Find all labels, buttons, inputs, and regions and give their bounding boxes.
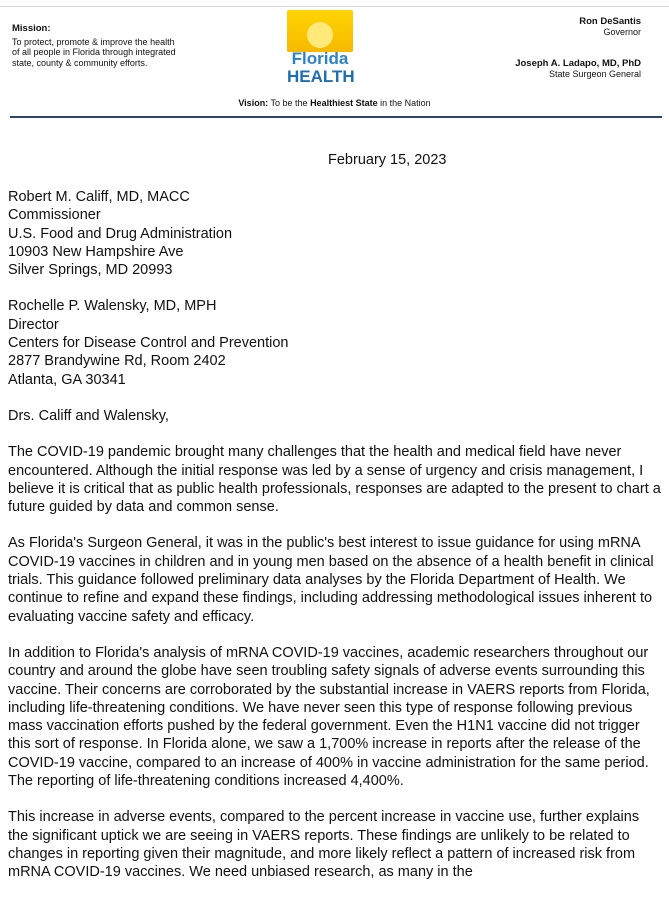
surgeon-general-title: State Surgeon General [548,69,641,79]
header-divider [10,116,662,118]
address-line: Rochelle P. Walensky, MD, MPH [8,298,217,315]
mission-title: Mission: [12,23,51,34]
address-line: 10903 New Hampshire Ave [8,243,184,260]
letter-date: February 15, 2023 [328,152,447,168]
body-paragraph: As Florida's Surgeon General, it was in the public's best interest to issue guidance for using mRNA COVID-19 vaccines in children and in young men based on the absence of a health benefit in clinical trials. This guidance followed preliminary data analyses by the Florida Department of Health. We continue to refine and expand these findings, including addressing methodological issues inherent to evaluating vaccine safety and efficacy. [8,535,654,625]
recipient-address-1 [8,188,663,279]
address-line: U.S. Food and Drug Administration [8,225,233,242]
recipient-address-2 [8,297,663,388]
address-line: 2877 Brandywine Rd, Room 2402 [8,353,226,370]
address-line: Atlanta, GA 30341 [8,371,126,388]
vision-emphasis: Healthiest State [310,98,378,108]
body-paragraph: This increase in adverse events, compared to the percent increase in vaccine use, further explains the significant uptick we are seeing in VAERS reports. These findings are unlikely to be related to changes in reporting given their magnitude, and more likely reflect a pattern of increased risk from mRNA COVID-19 vaccines. We need unbiased research, as many in the [8,809,640,881]
address-line: Silver Springs, MD 20993 [8,262,173,279]
letterhead [0,0,669,122]
address-line: Robert M. Califf, MD, MACC [8,189,190,205]
mission-line: state, county & community efforts. [12,57,148,68]
logo-text-florida: Florida [291,49,349,68]
vision-label: Vision: [238,98,269,108]
letter-body [8,188,663,900]
surgeon-general-name: Joseph A. Ladapo, MD, PhD [515,58,641,69]
florida-health-logo [287,10,353,88]
address-line: Director [8,316,59,333]
body-paragraph: In addition to Florida's analysis of mRNA COVID-19 vaccines, academic researchers throughout our country and around the globe have seen troubling safety signals of adverse events surrounding this vaccine. Their concerns are corroborated by the substantial increase in VAERS reports from Florida, including life-threatening conditions. We have never seen this type of response following previous mass vaccination efforts pushed by the federal government. Even the H1N1 vaccine did not trigger this sort of response. In Florida alone, we saw a 1,700% increase in reports after the release of the COVID-19 vaccine, compared to an increase of 400% in vaccine administration for the same period. The reporting of life-threatening conditions increased 4,400%. [8,644,650,790]
salutation: Drs. Califf and Walensky, [8,407,169,424]
governor-name: Ron DeSantis [579,16,641,27]
vision-text-end: in the Nation [377,98,431,108]
vision-statement [0,98,669,108]
mission-statement [12,24,202,68]
vision-text: To be the [268,98,311,108]
sun-icon [287,10,353,52]
mission-line: To protect, promote & improve the health [12,36,175,47]
officials-block [515,16,641,80]
governor-title: Governor [603,27,641,37]
address-line: Centers for Disease Control and Prevention [8,335,289,352]
mission-line: of all people in Florida through integrated [12,47,176,57]
address-line: Commissioner [8,207,101,224]
logo-text-health: HEALTH [287,67,355,86]
body-paragraph: The COVID-19 pandemic brought many challenges that the health and medical field have never encountered. Although the initial response was led by a sense of urgency and crisis management, I believe it is critical that as public health professionals, responses are adapted to the present to chart a future guided by data and common sense. [8,444,661,516]
